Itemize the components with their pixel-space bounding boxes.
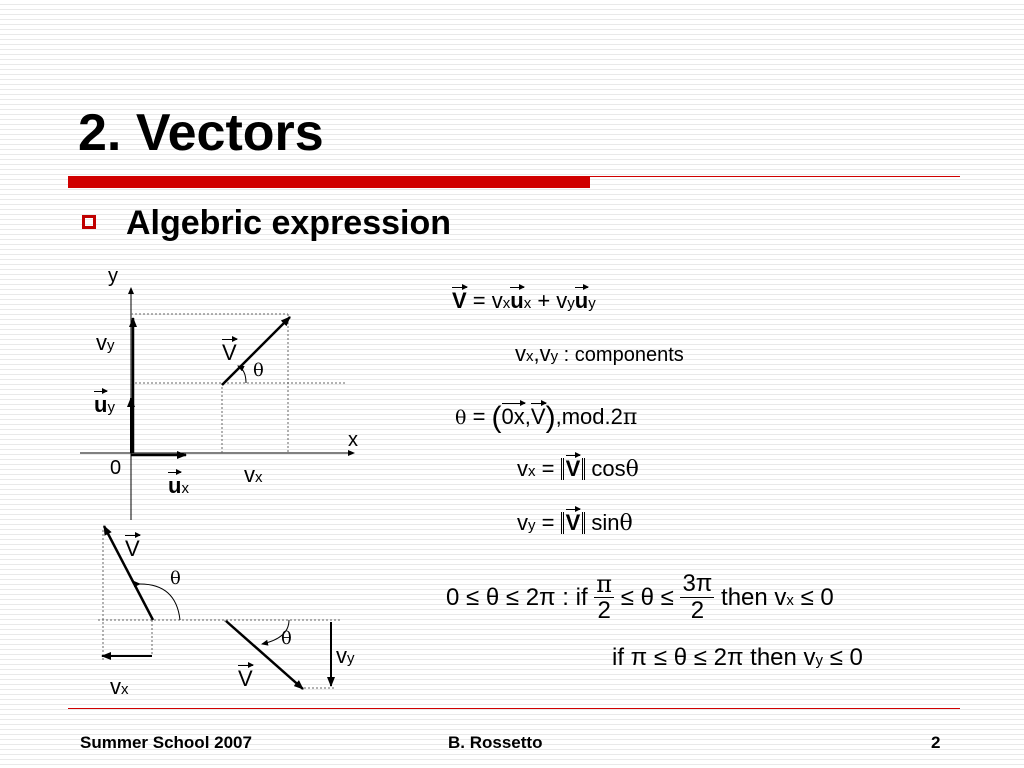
vx-bottom-label: vx <box>110 674 129 699</box>
formula-vx-cos: vx = V cosθ <box>517 456 639 482</box>
theta-right-label: θ <box>281 628 292 649</box>
vector-V-right-label: V <box>238 666 253 691</box>
slide-title: 2. Vectors <box>78 104 324 162</box>
formula-vector-decomposition: V = vxux + vyuy <box>452 288 596 313</box>
formula-sign-vx: 0 ≤ θ ≤ 2π : if $\frac{\pi}{2}$ ≤ θ ≤ $\frac{3\pi}{2}$ then vx ≤ 0 <box>446 570 834 625</box>
vector-V-label: V <box>222 340 237 365</box>
vy-label: vy <box>96 330 115 355</box>
ux-label: ux <box>168 473 189 498</box>
formula-sign-vy: if π ≤ θ ≤ 2π then vy ≤ 0 <box>612 644 863 671</box>
origin-label: 0 <box>110 457 122 479</box>
footer-author: B. Rossetto <box>448 733 543 752</box>
uy-label: uy <box>94 392 115 417</box>
theta-left-arc <box>140 584 180 620</box>
x-axis-label: x <box>348 429 358 451</box>
theta-label: θ <box>253 360 264 381</box>
vx-label: vx <box>244 462 263 487</box>
theta-left-label: θ <box>170 568 181 589</box>
bullet-heading: Algebric expression <box>126 204 452 242</box>
footer-page-number: 2 <box>931 733 941 752</box>
formula-vy-sin: vy = V sinθ <box>517 510 633 536</box>
y-axis-label: y <box>108 265 118 287</box>
footer-rule <box>68 708 960 709</box>
vy-bottom-label: vy <box>336 643 355 668</box>
footer-event: Summer School 2007 <box>80 733 252 752</box>
formula-components: vx,vy : components <box>515 341 684 366</box>
vector-V-left-label: V <box>125 536 140 561</box>
formula-angle: θ = (0x,V),mod.2π <box>455 401 638 434</box>
